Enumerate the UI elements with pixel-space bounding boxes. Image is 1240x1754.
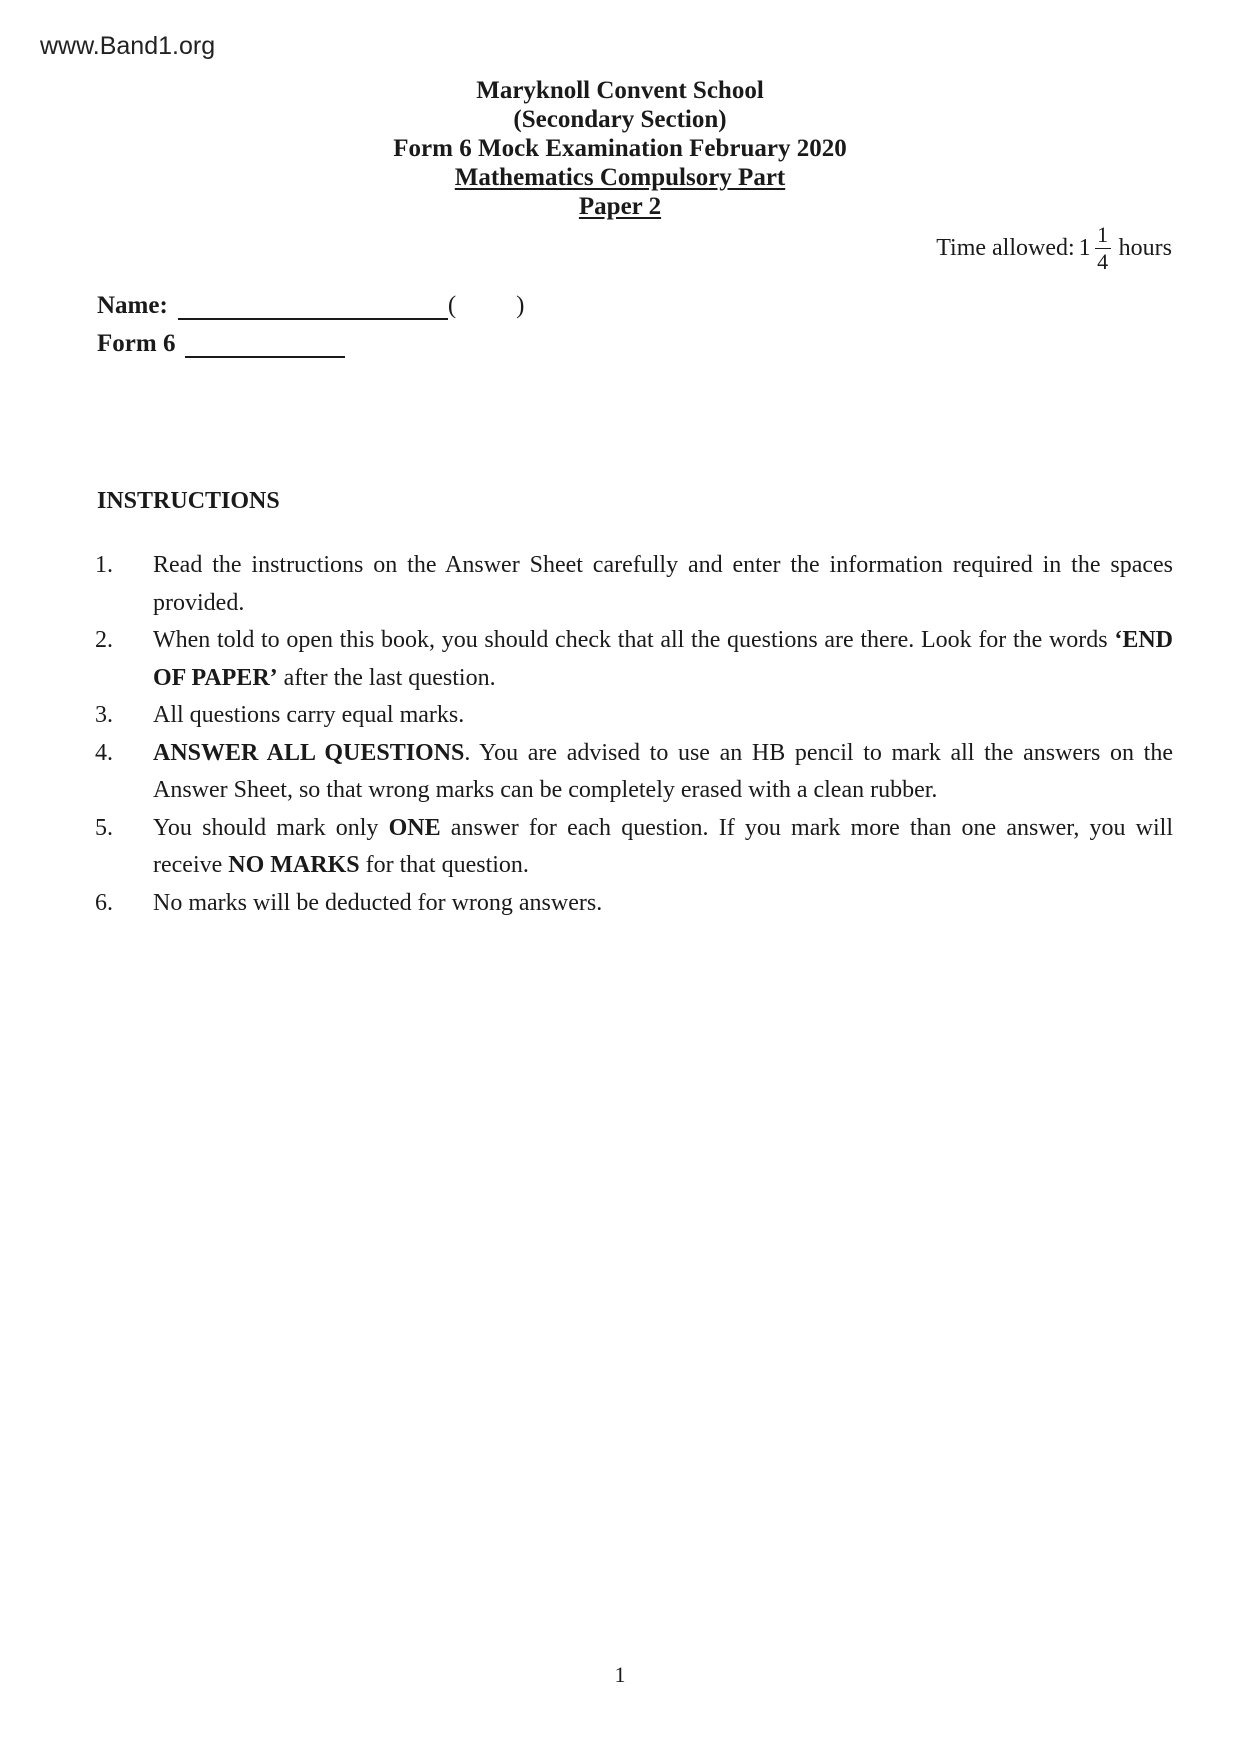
class-number-close: ) xyxy=(516,292,525,319)
paper-title: Paper 2 xyxy=(578,193,662,220)
instruction-text xyxy=(153,622,1173,697)
instruction-number: 6. xyxy=(95,889,113,916)
school-section: (Secondary Section) xyxy=(513,106,727,133)
instruction-text xyxy=(153,810,1173,885)
instruction-emphasis: ONE xyxy=(388,814,441,841)
instruction-item xyxy=(95,885,1173,923)
exam-header xyxy=(0,76,1240,221)
instructions-list xyxy=(95,547,1173,922)
instruction-text-part: . You are advised to use an HB pencil to mark all the answers on the Answer Sheet, so that wrong marks can be completely erased with a clean rubber. xyxy=(153,739,1173,803)
instruction-item xyxy=(95,547,1173,622)
instructions-title: INSTRUCTIONS xyxy=(97,488,280,514)
school-name: Maryknoll Convent School xyxy=(476,77,764,104)
form-line xyxy=(97,330,345,358)
instruction-item xyxy=(95,622,1173,697)
instruction-number: 3. xyxy=(95,702,113,728)
instruction-number: 5. xyxy=(95,814,113,841)
instruction-text: All questions carry equal marks. xyxy=(153,702,465,728)
instruction-text: No marks will be deducted for wrong answers. xyxy=(153,889,603,916)
page-number: 1 xyxy=(614,1662,626,1687)
instruction-emphasis: ANSWER ALL QUESTIONS xyxy=(153,739,465,766)
class-number-open: ( xyxy=(447,292,457,319)
instruction-text xyxy=(153,735,1173,810)
form-label: Form 6 xyxy=(97,330,176,357)
subject-title: Mathematics Compulsory Part xyxy=(454,164,786,191)
instruction-text-part: When told to open this book, you should check that all the questions are there. Look for the words xyxy=(153,627,1115,653)
instruction-text: Read the instructions on the Answer Sheet carefully and enter the information required in the spaces provided. xyxy=(153,552,1173,616)
instruction-number: 2. xyxy=(95,627,113,653)
instruction-text-part: after the last question. xyxy=(277,664,496,691)
time-label: Time allowed: xyxy=(936,235,1075,261)
name-line xyxy=(97,292,524,320)
exam-title: Form 6 Mock Examination February 2020 xyxy=(393,135,847,162)
instruction-item xyxy=(95,697,1173,735)
instruction-item xyxy=(95,810,1173,885)
instruction-text-part: answer for each question. If you mark more than one answer, you will receive xyxy=(153,814,1173,878)
instruction-number: 4. xyxy=(95,739,113,766)
name-label: Name: xyxy=(97,292,168,319)
time-whole: 1 xyxy=(1078,235,1091,261)
time-fraction xyxy=(1095,224,1111,273)
name-field[interactable] xyxy=(178,296,448,320)
watermark-url: www.Band1.org xyxy=(40,32,216,60)
fraction-denominator: 4 xyxy=(1097,249,1109,274)
instruction-text-part: for that question. xyxy=(359,852,529,878)
form-field[interactable] xyxy=(185,334,345,358)
time-unit: hours xyxy=(1118,235,1172,261)
instruction-number: 1. xyxy=(95,552,113,578)
instruction-emphasis: ‘END OF PAPER’ xyxy=(153,627,1173,691)
time-allowed xyxy=(936,224,1172,273)
fraction-numerator: 1 xyxy=(1097,222,1109,247)
instruction-item xyxy=(95,735,1173,810)
instruction-emphasis: NO MARKS xyxy=(228,852,360,878)
instruction-text-part: You should mark only xyxy=(153,814,389,841)
